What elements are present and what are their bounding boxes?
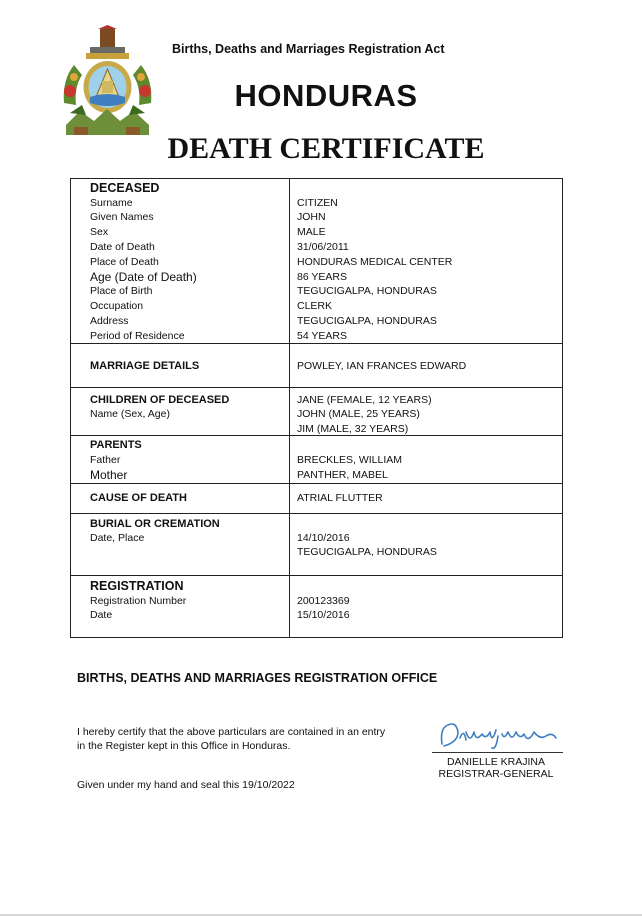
registration-number-value: 200123369 <box>297 595 350 607</box>
address-value: TEGUCIGALPA, HONDURAS <box>297 315 437 327</box>
cause-section <box>71 484 562 514</box>
child-1-value: JANE (FEMALE, 12 YEARS) <box>297 394 432 406</box>
burial-label: Date, Place <box>90 532 145 544</box>
marriage-heading: MARRIAGE DETAILS <box>90 360 200 372</box>
burial-date-value: 14/10/2016 <box>297 532 350 544</box>
certification-line-1: I hereby certify that the above particulars are contained in an entry <box>77 726 386 738</box>
date-of-death-value: 31/06/2011 <box>297 241 349 253</box>
marriage-section <box>71 344 562 388</box>
children-heading: CHILDREN OF DECEASED <box>90 394 230 406</box>
period-of-residence-value: 54 YEARS <box>297 330 348 342</box>
child-2-value: JOHN (MALE, 25 YEARS) <box>297 408 420 420</box>
burial-place-value: TEGUCIGALPA, HONDURAS <box>297 546 437 558</box>
place-of-birth-value: TEGUCIGALPA, HONDURAS <box>297 285 437 297</box>
marriage-value: POWLEY, IAN FRANCES EDWARD <box>297 360 467 372</box>
registrar-title: REGISTRAR-GENERAL <box>438 768 554 780</box>
act-title: Births, Deaths and Marriages Registration Act <box>172 42 445 56</box>
occupation-value: CLERK <box>297 300 333 312</box>
deceased-section <box>71 179 562 344</box>
surname-label: Surname <box>90 197 133 209</box>
burial-heading: BURIAL OR CREMATION <box>90 518 220 530</box>
certification-line-2: in the Register kept in this Office in Honduras. <box>77 740 291 752</box>
place-of-death-value: HONDURAS MEDICAL CENTER <box>297 256 453 268</box>
country-title: HONDURAS <box>234 78 418 113</box>
burial-section <box>71 514 562 576</box>
parents-section <box>71 436 562 484</box>
cause-heading: CAUSE OF DEATH <box>90 492 187 504</box>
given-under-hand: Given under my hand and seal this 19/10/2022 <box>77 779 295 791</box>
place-of-death-label: Place of Death <box>90 256 159 268</box>
registration-number-label: Registration Number <box>90 595 187 607</box>
registration-office-heading: BIRTHS, DEATHS AND MARRIAGES REGISTRATION OFFICE <box>77 671 438 685</box>
deceased-heading: DECEASED <box>90 181 160 195</box>
sex-value: MALE <box>297 226 326 238</box>
parents-heading: PARENTS <box>90 439 142 451</box>
registrar-name: DANIELLE KRAJINA <box>446 756 546 768</box>
cause-value: ATRIAL FLUTTER <box>297 492 383 504</box>
children-section <box>71 388 562 436</box>
signature-line <box>432 752 563 753</box>
registration-date-label: Date <box>90 609 113 621</box>
address-label: Address <box>90 315 129 327</box>
date-of-death-label: Date of Death <box>90 241 155 253</box>
registrar-signature <box>436 718 562 754</box>
place-of-birth-label: Place of Birth <box>90 285 153 297</box>
sex-label: Sex <box>90 226 109 238</box>
father-value: BRECKLES, WILLIAM <box>297 454 403 466</box>
mother-value: PANTHER, MABEL <box>297 469 388 481</box>
certificate-table <box>70 178 563 638</box>
child-3-value: JIM (MALE, 32 YEARS) <box>297 423 409 435</box>
certification-statement <box>77 725 437 753</box>
certificate-title: DEATH CERTIFICATE <box>167 132 485 165</box>
father-label: Father <box>90 454 121 466</box>
surname-value: CITIZEN <box>297 197 338 209</box>
mother-label: Mother <box>90 468 128 482</box>
occupation-label: Occupation <box>90 300 144 312</box>
age-label: Age (Date of Death) <box>90 270 197 284</box>
given-names-value: JOHN <box>297 211 326 223</box>
period-of-residence-label: Period of Residence <box>90 330 185 342</box>
registration-heading: REGISTRATION <box>90 579 184 593</box>
given-names-label: Given Names <box>90 211 154 223</box>
children-label: Name (Sex, Age) <box>90 408 170 420</box>
registration-date-value: 15/10/2016 <box>297 609 350 621</box>
age-value: 86 YEARS <box>297 271 348 283</box>
registration-section <box>71 576 562 637</box>
